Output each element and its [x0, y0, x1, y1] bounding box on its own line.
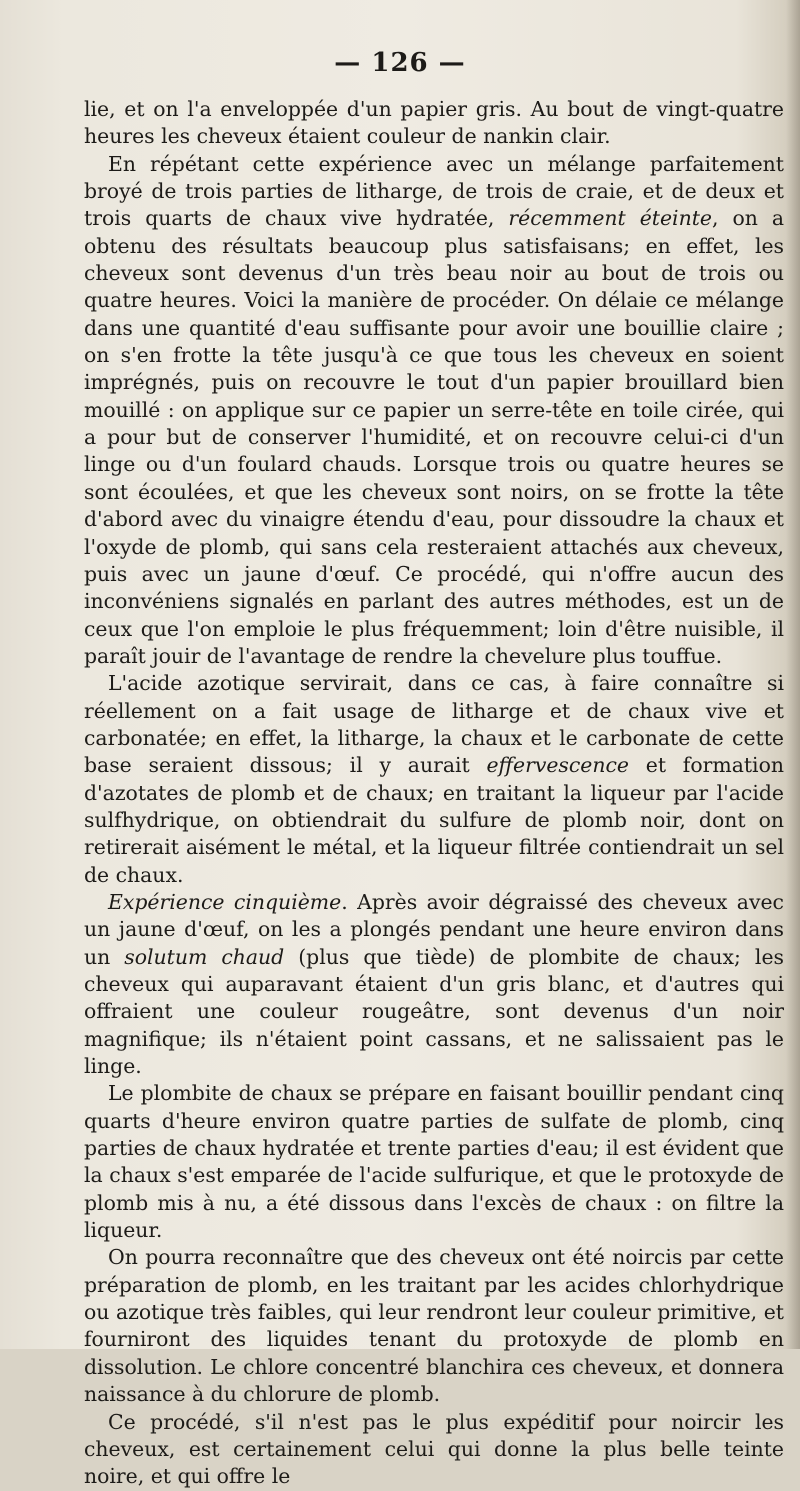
body-text [84, 96, 784, 1491]
paragraph: L'acide azotique servirait, dans ce cas, à faire connaître si réellement on a fait usage de litharge et de chaux vive et carbonatée; en effet, la litharge, la chaux et le carbonate de cette base seraient dissous; il y aurait effervescence et formation d'azotates de plomb et de chaux; en traitant la liqueur par l'acide sulfhydrique, on obtiendrait du sulfure de plomb noir, dont on retirerait aisément le métal, et la liqueur filtrée contiendrait un sel de chaux. [84, 671, 784, 887]
paragraph: Expérience cinquième. Après avoir dégraissé des cheveux avec un jaune d'œuf, on les a plongés pendant une heure environ dans un solutum chaud (plus que tiède) de plombite de chaux; les cheveux qui auparavant étaient d'un gris blanc, et d'autres qui offraient une couleur rougeâtre, sont devenus d'un noir magnifique; ils n'étaient point cassans, et ne salissaient pas le linge. [84, 889, 784, 1079]
page-edge-shadow [786, 0, 800, 1349]
paragraph: En répétant cette expérience avec un mélange parfaitement broyé de trois parties de litharge, de trois de craie, et de deux et trois quarts de chaux vive hydratée, récemment éteinte, on a obtenu des résultats beaucoup plus satisfaisans; en effet, les cheveux sont devenus d'un très beau noir au bout de trois ou quatre heures. Voici la manière de procéder. On délaie ce mélange dans une quantité d'eau suffisante pour avoir une bouillie claire ; on s'en frotte la tête jusqu'à ce que tous les cheveux en soient imprégnés, puis on recouvre le tout d'un papier brouillard bien mouillé : on applique sur ce papier un serre-tête en toile cirée, qui a pour but de conserver l'humidité, et on recouvre celui-ci d'un linge ou d'un foulard chauds. Lorsque trois ou quatre heures se sont écoulées, et que les cheveux sont noirs, on se frotte la tête d'abord avec du vinaigre étendu d'eau, pour dissoudre la chaux et l'oxyde de plomb, qui sans cela resteraient attachés aux cheveux, puis avec un jaune d'œuf. Ce procédé, qui n'offre aucun des inconvéniens signalés en parlant des autres méthodes, est un de ceux que l'on emploie le plus fréquemment; loin d'être nuisible, il paraît jouir de l'avantage de rendre la chevelure plus touffue. [84, 151, 785, 668]
paragraph: Ce procédé, s'il n'est pas le plus expéditif pour noircir les cheveux, est certainement celui qui donne la plus belle teinte noire, et qui offre le [84, 1409, 784, 1489]
paragraph: lie, et on l'a enveloppée d'un papier gris. Au bout de vingt-quatre heures les cheveux étaient couleur de nankin clair. [84, 97, 784, 149]
page-number: — 126 — [334, 48, 466, 78]
paragraph: Le plombite de chaux se prépare en faisant bouillir pendant cinq quarts d'heure environ quatre parties de sulfate de plomb, cinq parties de chaux hydratée et trente parties d'eau; il est évident que la chaux s'est emparée de l'acide sulfurique, et que le protoxyde de plomb mis à nu, a été dissous dans l'excès de chaux : on filtre la liqueur. [84, 1081, 784, 1243]
paragraph: On pourra reconnaître que des cheveux ont été noircis par cette préparation de plomb, en les traitant par les acides chlorhydrique ou azotique très faibles, qui leur rendront leur couleur primitive, et fourniront des liquides tenant du protoxyde de plomb en dissolution. Le chlore concentré blanchira ces cheveux, et donnera naissance à du chlorure de plomb. [84, 1245, 784, 1407]
